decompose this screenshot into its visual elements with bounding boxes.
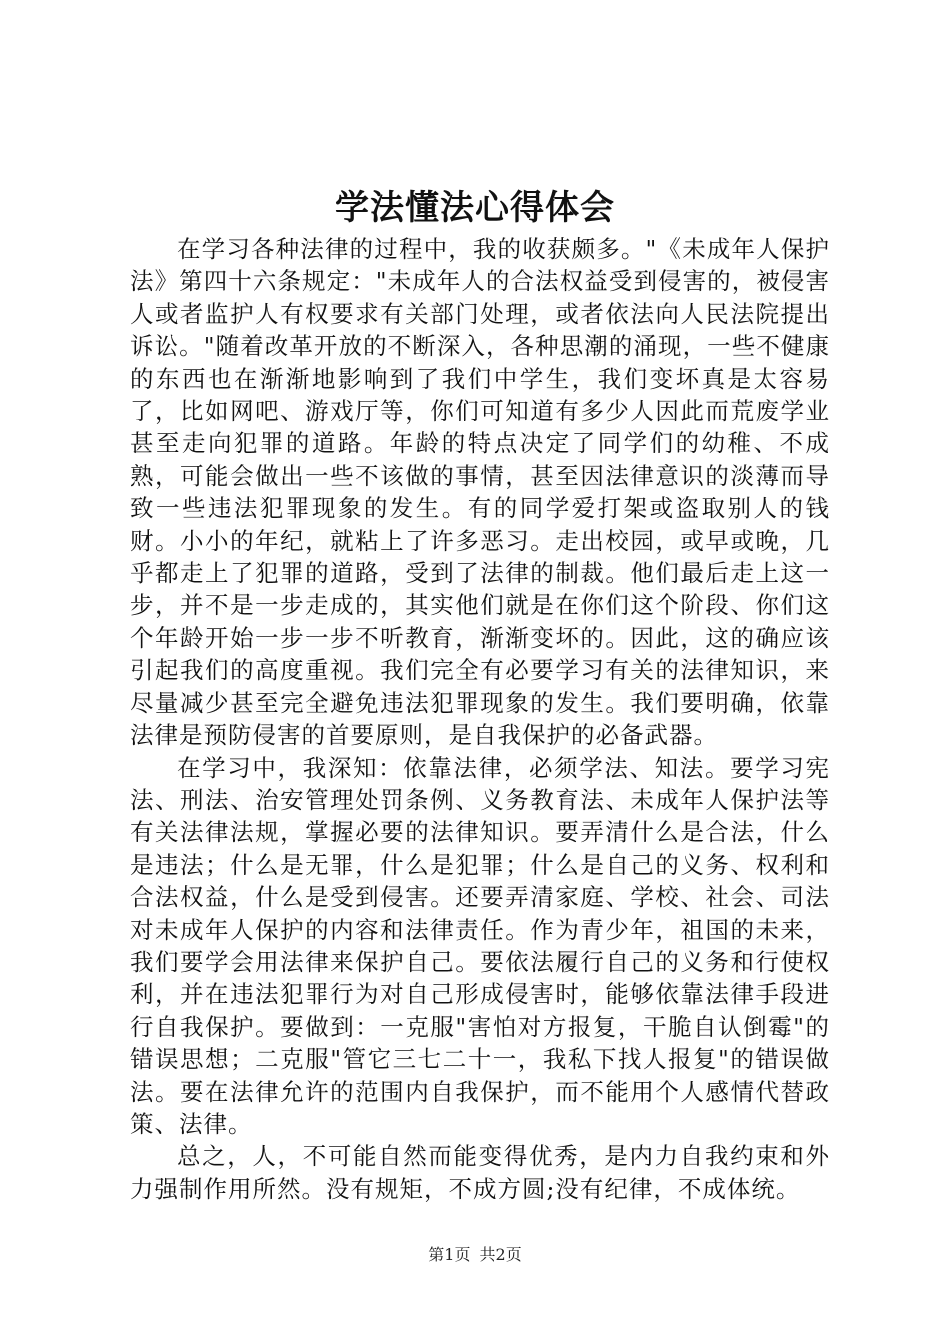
paragraph-2: 在学习中，我深知：依靠法律，必须学法、知法。要学习宪法、刑法、治安管理处罚条例、义务教育法、未成年人保护法等有关法律法规，掌握必要的法律知识。要弄清什么是合法，什么是违法；什么是无罪，什么是犯罪；什么是自己的义务、权利和合法权益，什么是受到侵害。还要弄清家庭、学校、社会、司法对未成年人保护的内容和法律责任。作为青少年，祖国的未来，我们要学会用法律来保护自己。要依法履行自己的义务和行使权利，并在违法犯罪行为对自己形成侵害时，能够依靠法律手段进行自我保护。要做到：一克服"害怕对方报复，干脆自认倒霉"的错误思想；二克服"管它三七二十一，我私下找人报复"的错误做法。要在法律允许的范围内自我保护，而不能用个人感情代替政策、法律。 — [130, 753, 830, 1138]
paragraph-1: 在学习各种法律的过程中，我的收获颇多。"《未成年人保护法》第四十六条规定："未成年人的合法权益受到侵害的，被侵害人或者监护人有权要求有关部门处理，或者依法向人民法院提出诉讼。"随着改革开放的不断深入，各种思潮的涌现，一些不健康的东西也在渐渐地影响到了我们中学生，我们变坏真是太容易了，比如网吧、游戏厅等，你们可知道有多少人因此而荒废学业甚至走向犯罪的道路。年龄的特点决定了同学们的幼稚、不成熟，可能会做出一些不该做的事情，甚至因法律意识的淡薄而导致一些违法犯罪现象的发生。有的同学爱打架或盗取别人的钱财。小小的年纪，就粘上了许多恶习。走出校园，或早或晚，几乎都走上了犯罪的道路，受到了法律的制裁。他们最后走上这一步，并不是一步走成的，其实他们就是在你们这个阶段、你们这个年龄开始一步一步不听教育，渐渐变坏的。因此，这的确应该引起我们的高度重视。我们完全有必要学习有关的法律知识，来尽量减少甚至完全避免违法犯罪现象的发生。我们要明确，依靠法律是预防侵害的首要原则，是自我保护的必备武器。 — [130, 235, 830, 750]
document-body — [130, 233, 830, 1205]
page-total: 共2页 — [479, 1245, 522, 1264]
paragraph-3: 总之，人，不可能自然而能变得优秀，是内力自我约束和外力强制作用所然。没有规矩，不成方圆;没有纪律，不成体统。 — [130, 1142, 830, 1203]
document-title: 学法懂法心得体会 — [335, 188, 615, 228]
page-footer — [0, 1243, 950, 1267]
page-number: 第1页 — [428, 1245, 471, 1264]
